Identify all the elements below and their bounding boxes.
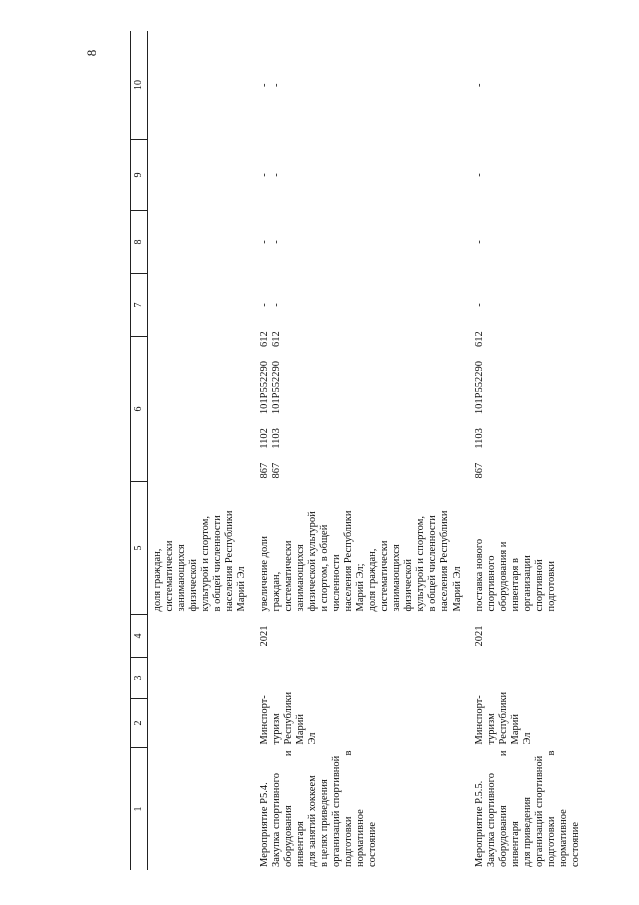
col-header-10: 10	[131, 31, 148, 140]
cs-code-col	[474, 361, 486, 414]
indicator-cell	[470, 482, 589, 615]
text-line: и спортом, в общей	[318, 524, 330, 612]
col-header-6: 6	[131, 337, 148, 482]
text-line: 1102	[258, 428, 270, 449]
text-line: Марий Эл;	[355, 563, 366, 612]
text-line: Марий Эл	[236, 566, 248, 612]
text-line: 101P552290	[258, 361, 270, 415]
text-line: 1103	[473, 428, 485, 449]
text-line: 101P552290	[270, 361, 282, 415]
text-line: населения Республики	[342, 510, 354, 612]
text-line: состояние	[570, 821, 582, 867]
vr-code-col	[474, 331, 486, 347]
col-header-1: 1	[131, 748, 148, 871]
text-line: оборудования и инвентаря	[497, 750, 521, 867]
text-line: Минспорт-	[258, 695, 270, 745]
col-header-4: 4	[131, 615, 148, 658]
text-line: подготовки в нормативное	[342, 750, 366, 867]
text-line: систематически	[282, 540, 294, 612]
text-line: систематически	[164, 540, 176, 612]
executor-cell	[470, 691, 589, 748]
text-line: Республики	[282, 691, 294, 745]
text-line: 867	[270, 462, 282, 479]
text-line: занимающихся	[391, 544, 403, 612]
text-line: увеличение доли	[258, 536, 270, 612]
table-row	[470, 31, 589, 870]
text-line: в целях приведения	[318, 779, 330, 867]
rz-code-col	[474, 428, 486, 449]
text-line: доля граждан,	[152, 548, 163, 612]
gr-code-col	[259, 463, 283, 479]
text-line: населения Республики	[439, 510, 451, 612]
text-line: для приведения	[521, 796, 533, 867]
text-line: Марий Эл	[451, 566, 463, 612]
text-line: подготовки	[545, 561, 557, 612]
rz-code-col	[259, 428, 283, 449]
text-line: численности	[330, 554, 342, 612]
end-year-cell: 2021	[473, 625, 485, 647]
cs-code-col	[259, 361, 283, 414]
text-line: физической	[188, 559, 200, 612]
col-header-2: 2	[131, 699, 148, 748]
text-line: физической	[403, 559, 415, 612]
text-line: Мероприятие P.5.5.	[473, 780, 485, 867]
gr-code-col	[474, 463, 486, 479]
value-cell-8: - -	[258, 240, 282, 244]
text-line: граждан,	[270, 571, 282, 612]
text-line: населения Республики	[224, 510, 236, 612]
value-cell-7: -	[473, 303, 485, 307]
text-line: систематически	[379, 540, 391, 612]
value-cell-10: -	[473, 83, 485, 87]
col-header-8: 8	[131, 211, 148, 274]
text-line: 1103	[270, 428, 282, 449]
value-cell-9: - -	[258, 173, 282, 177]
column-number-row	[131, 31, 148, 870]
vr-code-col	[259, 331, 283, 347]
text-line: Минспорт-	[473, 695, 485, 745]
text-line: оборудования и инвентаря	[282, 750, 306, 867]
executor-cell	[255, 691, 470, 748]
text-line: для занятий хоккеем	[306, 775, 318, 867]
text-line: 612	[258, 331, 270, 348]
text-line: 867	[473, 462, 485, 479]
value-cell-8: -	[473, 240, 485, 244]
program-activities-table	[130, 31, 588, 870]
table-row	[255, 31, 470, 870]
text-line: в общей численности	[427, 515, 439, 612]
activity-cell	[255, 748, 470, 871]
text-line: 612	[473, 331, 485, 348]
text-line: организаций спортивной	[533, 755, 545, 867]
text-line: инвентаря в	[509, 558, 521, 612]
text-line: занимающихся	[294, 544, 306, 612]
text-line: Мероприятие P5.4.	[258, 782, 270, 867]
indicator-cell	[255, 482, 470, 615]
table-row-continuation	[148, 31, 255, 870]
text-line: туризм	[270, 713, 282, 745]
col-header-7: 7	[131, 274, 148, 337]
text-line: физической культурой	[306, 511, 318, 612]
text-line: 612	[270, 331, 282, 348]
text-line: Марий Эл	[294, 714, 318, 745]
text-line: культурой и спортом,	[415, 516, 427, 612]
text-line: состояние	[367, 821, 379, 867]
text-line: Закупка спортивного	[270, 773, 282, 867]
budget-code-cell	[470, 331, 589, 482]
col-header-5: 5	[131, 482, 148, 615]
end-year-cell: 2021	[258, 625, 270, 647]
col-header-9: 9	[131, 140, 148, 211]
text-line: Республики	[497, 691, 509, 745]
value-cell-7: - -	[258, 303, 282, 307]
value-cell-9: -	[473, 173, 485, 177]
text-line: организаций спортивной	[330, 755, 342, 867]
text-line: туризм	[485, 713, 497, 745]
text-line: Закупка спортивного	[485, 773, 497, 867]
text-line: оборудования и	[497, 541, 509, 612]
col-header-3: 3	[131, 658, 148, 699]
text-line: занимающихся	[176, 544, 188, 612]
page-number: 8	[84, 49, 99, 57]
activity-cell	[470, 748, 589, 871]
indicator-cell	[148, 482, 255, 615]
start-year-cell	[470, 658, 589, 699]
budget-code-cell	[255, 331, 470, 482]
text-line: в общей численности	[212, 515, 224, 612]
value-cell-10: - -	[258, 83, 282, 87]
text-line: подготовки в нормативное	[545, 750, 569, 867]
text-line: Марий Эл	[509, 714, 533, 745]
rotated-table-page	[130, 40, 639, 870]
text-line: доля граждан,	[367, 548, 379, 612]
text-line: поставка нового	[473, 538, 485, 612]
text-line: спортивного	[485, 555, 497, 612]
text-line: культурой и спортом,	[200, 516, 212, 612]
text-line: организации	[521, 555, 533, 612]
text-line: спортивной	[533, 559, 545, 612]
text-line: 867	[258, 462, 270, 479]
text-line: 101P552290	[473, 361, 485, 415]
